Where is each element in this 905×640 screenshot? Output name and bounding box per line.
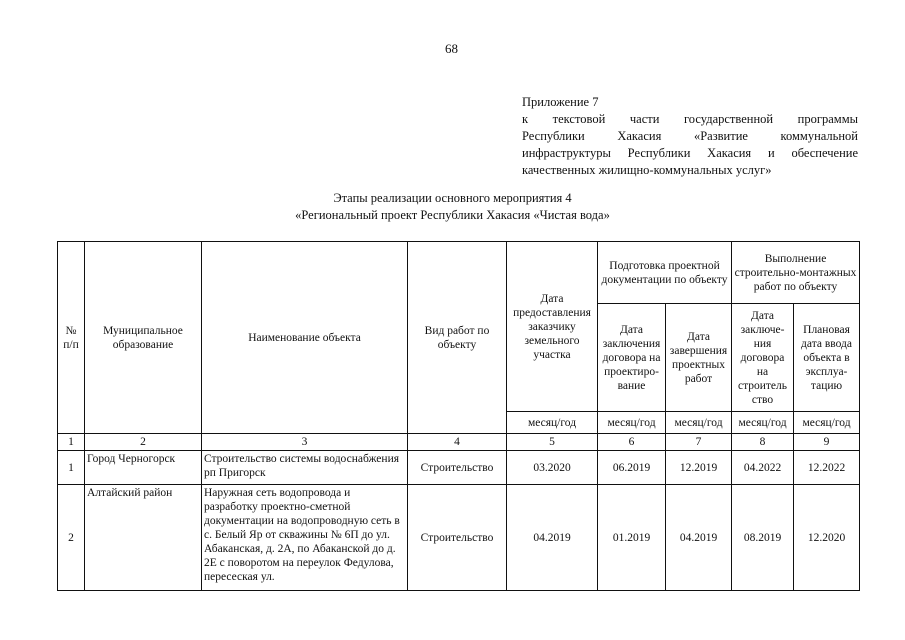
row-num: 1 <box>58 451 85 485</box>
row-work-type: Строительство <box>408 485 507 591</box>
row-design-complete: 12.2019 <box>666 451 732 485</box>
header-municipality: Муниципальное образование <box>85 242 202 434</box>
row-land-date: 03.2020 <box>507 451 598 485</box>
unit-cell: месяц/год <box>732 412 794 434</box>
appendix-line: инфраструктуры Республики Хакасия и обеспечение <box>522 146 858 160</box>
title-line: «Региональный проект Республики Хакасия «Чистая вода» <box>295 208 610 222</box>
row-municipality: Город Черногорск <box>85 451 202 485</box>
row-land-date: 04.2019 <box>507 485 598 591</box>
column-number: 8 <box>732 434 794 451</box>
header-design-group: Подготовка проектной документации по объекту <box>598 242 732 304</box>
column-number: 5 <box>507 434 598 451</box>
appendix-line: к текстовой части государственной программы <box>522 112 858 126</box>
row-construction-contract: 04.2022 <box>732 451 794 485</box>
row-object: Наружная сеть водопровода и разработку проектно-сметной документации на водопроводную сеть в с. Белый Яр от скважины № 6П до ул. Абаканская, д. 2А, по Абаканской до д. 2Е с поворотом на переулок Федулова, пересеская ул. <box>202 485 408 591</box>
row-work-type: Строительство <box>408 451 507 485</box>
row-design-complete: 04.2019 <box>666 485 732 591</box>
header-num: № п/п <box>58 242 85 434</box>
appendix-line: Республики Хакасия «Развитие коммунальной <box>522 129 858 143</box>
column-number: 9 <box>794 434 860 451</box>
row-object: Строительство системы водоснабжения рп Пригорск <box>202 451 408 485</box>
unit-cell: месяц/год <box>507 412 598 434</box>
row-design-contract: 06.2019 <box>598 451 666 485</box>
unit-cell: месяц/год <box>666 412 732 434</box>
column-number: 6 <box>598 434 666 451</box>
column-number: 4 <box>408 434 507 451</box>
header-construction-group: Выполнение строительно-монтажных работ по объекту <box>732 242 860 304</box>
column-number: 2 <box>85 434 202 451</box>
header-construction-contract: Дата заключе-ния договора на строитель ство <box>732 304 794 412</box>
stages-table <box>57 241 860 591</box>
header-land-date: Дата предоставления заказчику земельного участка <box>507 242 598 412</box>
column-number-row <box>58 434 860 451</box>
unit-cell: месяц/год <box>794 412 860 434</box>
header-row <box>58 242 860 304</box>
row-design-contract: 01.2019 <box>598 485 666 591</box>
title-line: Этапы реализации основного мероприятия 4 <box>333 191 572 205</box>
appendix-note <box>522 94 858 179</box>
header-design-contract: Дата заключения договора на проектиро-вание <box>598 304 666 412</box>
table-row <box>58 451 860 485</box>
row-num: 2 <box>58 485 85 591</box>
header-commissioning: Плановая дата ввода объекта в эксплуа-тацию <box>794 304 860 412</box>
table-row <box>58 485 860 591</box>
unit-cell: месяц/год <box>598 412 666 434</box>
row-commissioning: 12.2022 <box>794 451 860 485</box>
column-number: 3 <box>202 434 408 451</box>
header-object: Наименование объекта <box>202 242 408 434</box>
row-commissioning: 12.2020 <box>794 485 860 591</box>
row-construction-contract: 08.2019 <box>732 485 794 591</box>
appendix-line: качественных жилищно-коммунальных услуг» <box>522 163 772 177</box>
document-title <box>0 190 905 224</box>
page-number: 68 <box>445 41 458 56</box>
header-design-complete: Дата завершения проектных работ <box>666 304 732 412</box>
header-work-type: Вид работ по объекту <box>408 242 507 434</box>
row-municipality: Алтайский район <box>85 485 202 591</box>
appendix-line: Приложение 7 <box>522 95 599 109</box>
column-number: 7 <box>666 434 732 451</box>
column-number: 1 <box>58 434 85 451</box>
